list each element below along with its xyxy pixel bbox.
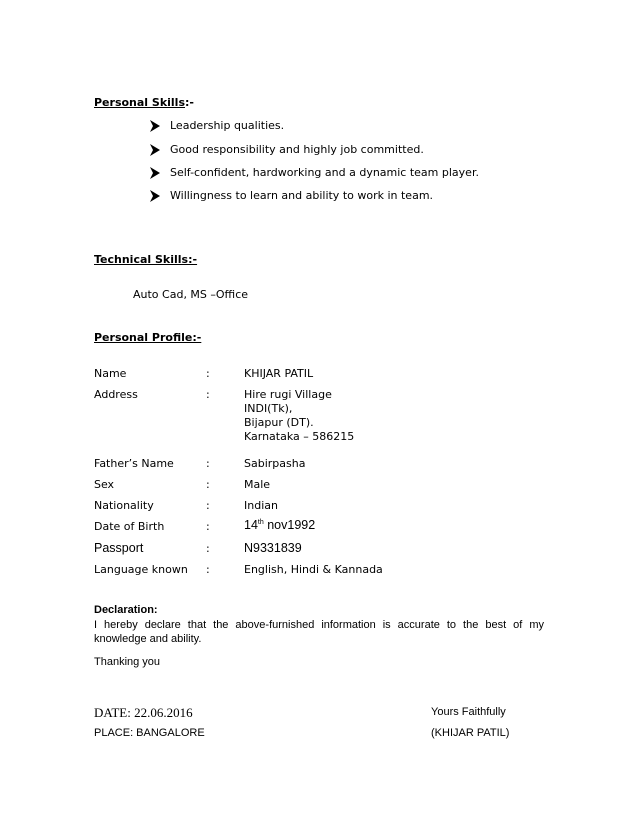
personal-skills-suffix: :- <box>185 96 194 109</box>
skill-item <box>150 143 424 156</box>
language-value: English, Hindi & Kannada <box>244 563 383 576</box>
arrow-bullet-icon <box>150 190 160 202</box>
arrow-bullet-icon <box>150 167 160 179</box>
address-separator: : <box>206 388 210 401</box>
arrow-bullet-icon <box>150 120 160 132</box>
dob-label: Date of Birth <box>94 520 165 533</box>
language-label: Language known <box>94 563 188 576</box>
signature-name: (KHIJAR PATIL) <box>431 727 510 739</box>
technical-skills-heading <box>94 253 197 266</box>
skill-item-text: Leadership qualities. <box>170 119 285 132</box>
personal-skills-title: Personal Skills <box>94 96 186 109</box>
sex-separator: : <box>206 478 210 491</box>
skill-item <box>150 166 479 179</box>
thanking-text: Thanking you <box>94 656 161 668</box>
address-line: Karnataka – 586215 <box>244 430 355 443</box>
passport-separator: : <box>206 542 210 555</box>
nationality-value: Indian <box>244 499 278 512</box>
declaration-heading: Declaration: <box>94 604 158 616</box>
closing-text: Yours Faithfully <box>431 706 506 718</box>
skill-item-text: Self-confident, hardworking and a dynamic team player. <box>170 166 479 179</box>
passport-label: Passport <box>94 541 144 555</box>
personal-profile-title: Personal Profile:- <box>94 331 202 344</box>
personal-profile-heading <box>94 331 201 344</box>
address-line: Bijapur (DT). <box>244 416 314 429</box>
technical-skills-text: Auto Cad, MS –Office <box>133 288 249 301</box>
arrow-bullet-icon <box>150 144 160 156</box>
address-line: Hire rugi Village <box>244 388 332 401</box>
language-separator: : <box>206 563 210 576</box>
father-name-separator: : <box>206 457 210 470</box>
name-value: KHIJAR PATIL <box>244 367 314 380</box>
sex-value: Male <box>244 478 271 491</box>
dob-day: 14 <box>244 518 258 532</box>
date-text: DATE: 22.06.2016 <box>94 705 193 720</box>
skill-item-text: Willingness to learn and ability to work in team. <box>170 189 434 202</box>
sex-label: Sex <box>94 478 115 491</box>
passport-value: N9331839 <box>244 541 302 555</box>
address-label: Address <box>94 388 138 401</box>
skill-item-text: Good responsibility and highly job committed. <box>170 143 424 156</box>
dob-suffix: th <box>257 518 264 526</box>
skill-item <box>150 189 433 202</box>
father-name-label: Father’s Name <box>94 457 174 470</box>
nationality-separator: : <box>206 499 210 512</box>
dob-rest: nov1992 <box>263 518 316 532</box>
dob-separator: : <box>206 520 210 533</box>
personal-skills-heading <box>94 96 194 109</box>
nationality-label: Nationality <box>94 499 154 512</box>
skill-item <box>150 119 284 132</box>
declaration-text: I hereby declare that the above-furnished information is accurate to the best of my knowledge and ability. <box>94 619 544 645</box>
address-line: INDI(Tk), <box>244 402 293 415</box>
technical-skills-title: Technical Skills:- <box>94 253 198 266</box>
name-separator: : <box>206 367 210 380</box>
father-name-value: Sabirpasha <box>244 457 306 470</box>
dob-value <box>244 518 315 532</box>
place-text: PLACE: BANGALORE <box>94 727 205 739</box>
name-label: Name <box>94 367 127 380</box>
